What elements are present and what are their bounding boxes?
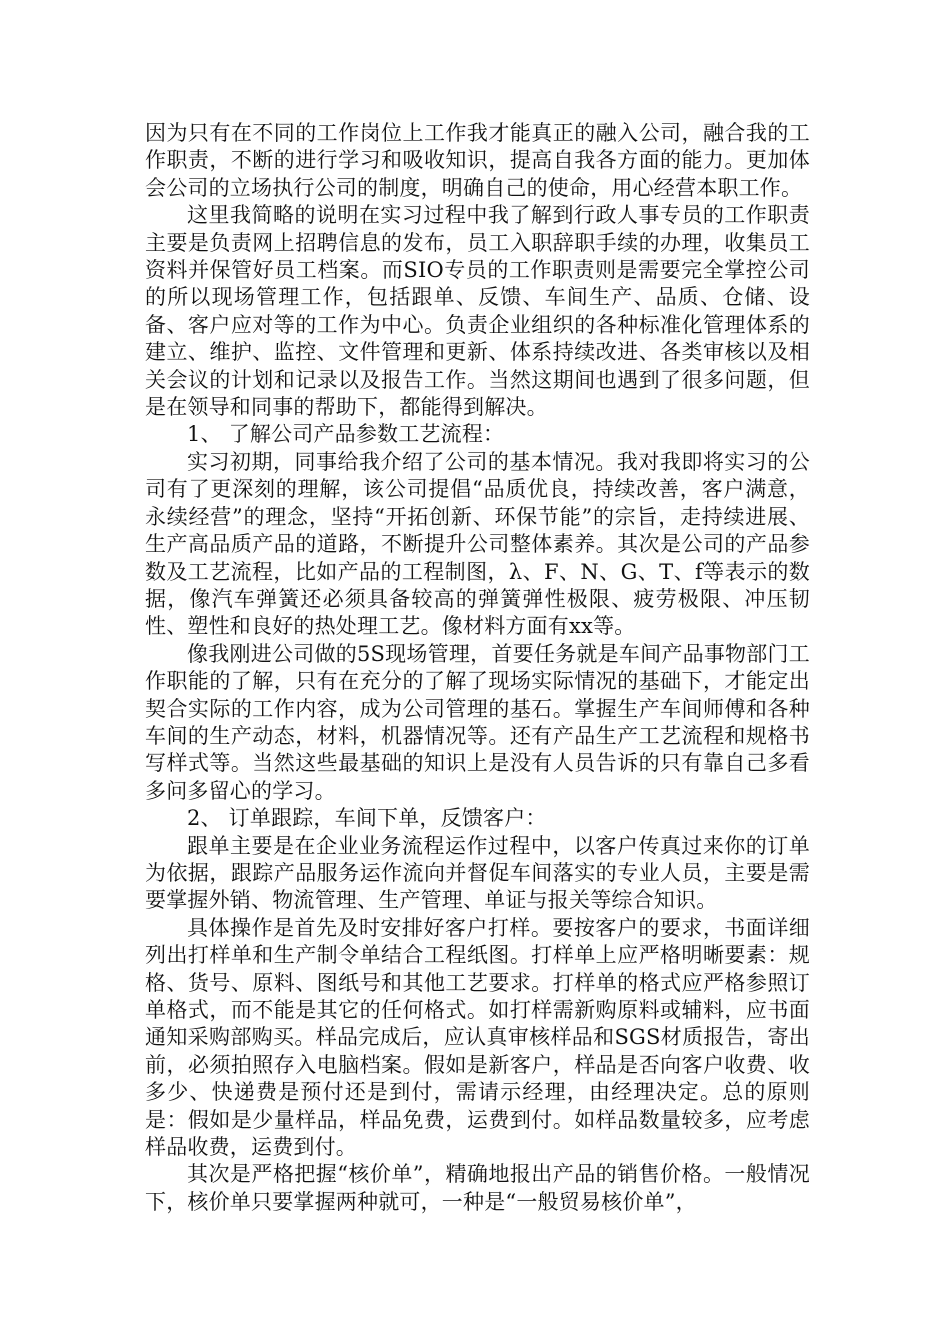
paragraph-pricing: 其次是严格把握“核价单”，精确地报出产品的销售价格。一般情况下，核价单只要掌握两种就可，一种是“一般贸易核价单”，	[145, 1162, 810, 1214]
paragraph-5s-management: 像我刚进公司做的5S现场管理，首要任务就是车间产品事物部门工作职能的了解，只有在充分的了解了现场实际情况的基础下，才能定出契合实际的工作内容，成为公司管理的基石。掌握生产车间师傅和各种车间的生产动态，材料，机器情况等。还有产品生产工艺流程和规格书写样式等。当然这些最基础的知识上是没有人员告诉的只有靠自己多看多问多留心的学习。	[145, 641, 810, 803]
paragraph-job-duties: 这里我简略的说明在实习过程中我了解到行政人事专员的工作职责主要是负责网上招聘信息的发布，员工入职辞职手续的办理，收集员工资料并保管好员工档案。而SIO专员的工作职责则是需要完全掌控公司的所以现场管理工作，包括跟单、反馈、车间生产、品质、仓储、设备、客户应对等的工作为中心。负责企业组织的各种标准化管理体系的建立、维护、监控、文件管理和更新、体系持续改进、各类审核以及相关会议的计划和记录以及报告工作。当然这期间也遇到了很多问题，但是在领导和同事的帮助下，都能得到解决。	[145, 203, 810, 420]
paragraph-sample-process: 具体操作是首先及时安排好客户打样。要按客户的要求，书面详细列出打样单和生产制令单结合工程纸图。打样单上应严格明晰要素：规格、货号、原料、图纸号和其他工艺要求。打样单的格式应严格参照订单格式，而不能是其它的任何格式。如打样需新购原料或辅料，应书面通知采购部购买。样品完成后，应认真审核样品和SGS材质报告，寄出前，必须拍照存入电脑档案。假如是新客户，样品是否向客户收费、收多少、快递费是预付还是到付，需请示经理，由经理决定。总的原则是：假如是少量样品，样品免费，运费到付。如样品数量较多，应考虑样品收费，运费到付。	[145, 915, 810, 1160]
paragraph-order-tracking: 跟单主要是在企业业务流程运作过程中，以客户传真过来你的订单为依据，跟踪产品服务运作流向并督促车间落实的专业人员，主要是需要掌握外销、物流管理、生产管理、单证与报关等综合知识。	[145, 833, 810, 913]
section-heading-1: 1、 了解公司产品参数工艺流程：	[187, 422, 505, 447]
section-heading-2: 2、 订单跟踪，车间下单，反馈客户：	[187, 806, 547, 831]
paragraph-company-intro: 实习初期，同事给我介绍了公司的基本情况。我对我即将实习的公司有了更深刻的理解，该公司提倡“品质优良，持续改善，客户满意，永续经营”的理念，坚持“开拓创新、环保节能”的宗旨，走持续进展、生产高品质产品的道路，不断提升公司整体素养。其次是公司的产品参数及工艺流程，比如产品的工程制图，λ、F、N、G、T、f等表示的数据，像汽车弹簧还必须具备较高的弹簧弹性极限、疲劳极限、冲压韧性、塑性和良好的热处理工艺。像材料方面有xx等。	[145, 449, 810, 639]
paragraph-intro: 因为只有在不同的工作岗位上工作我才能真正的融入公司，融合我的工作职责，不断的进行学习和吸收知识，提高自我各方面的能力。更加体会公司的立场执行公司的制度，明确自己的使命，用心经营本职工作。	[145, 121, 810, 200]
document-body	[145, 120, 810, 1216]
